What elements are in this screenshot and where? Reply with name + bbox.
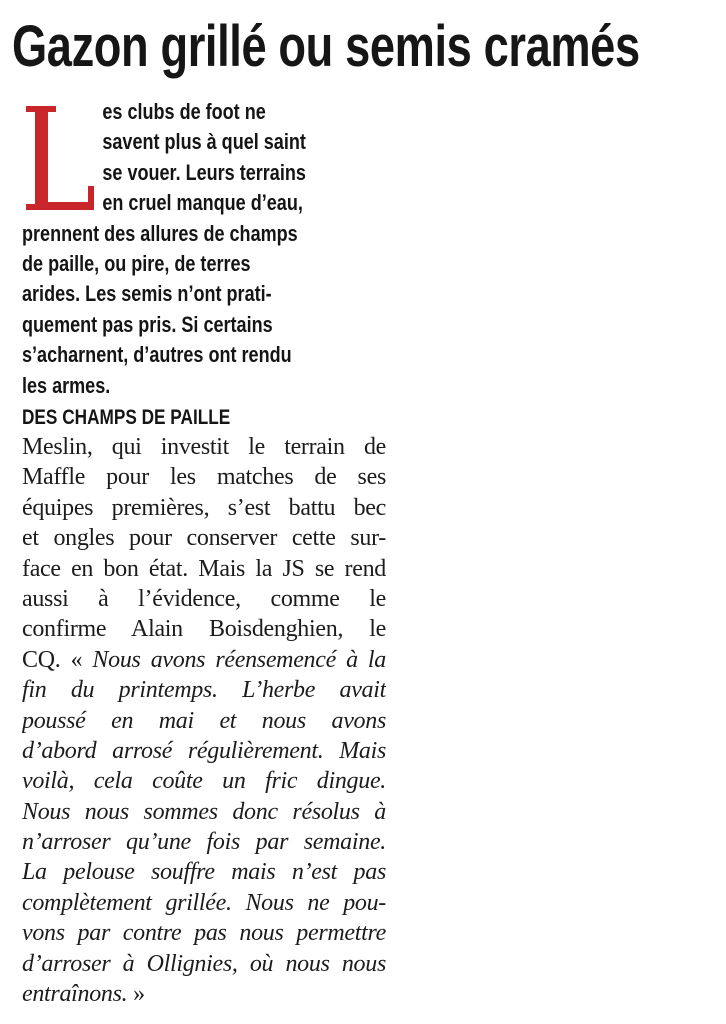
article-headline: Gazon grillé ou semis cramés — [12, 14, 640, 79]
lead-paragraph — [22, 97, 383, 401]
lead-line: quement pas pris. Si certains — [22, 311, 273, 337]
lead-line: de paille, ou pire, de terres — [22, 251, 251, 277]
lead-line: es clubs de foot ne — [102, 99, 266, 124]
quote-text: entraînons. — [22, 981, 128, 1008]
quote-line: La pelouse souffre mais n’est pas — [22, 859, 386, 886]
body-line-quote-start — [22, 645, 386, 675]
body-line: Meslin, qui investit le terrain de — [22, 434, 386, 460]
quote-line: vons par contre pas nous permettre — [22, 920, 386, 947]
body-line: Maffle pour les matches de ses — [22, 464, 386, 491]
body-line: et ongles pour conserver cette sur- — [22, 525, 386, 552]
body-line: confirme Alain Boisdenghien, le — [22, 616, 386, 643]
quote-line: fin du printemps. L’herbe avait — [22, 677, 386, 704]
body-line: face en bon état. Mais la JS se rend — [22, 555, 386, 582]
lead-line: en cruel manque d’eau, — [102, 190, 303, 216]
lead-line: prennent des allures de champs — [22, 220, 298, 246]
quote-line: n’arroser qu’une fois par semaine. — [22, 829, 386, 856]
quote-line: complètement grillée. Nous ne pou- — [22, 889, 386, 916]
quote-line: d’arroser à Ollignies, où nous nous — [22, 950, 386, 977]
quote-line: Nous nous sommes donc résolus à — [22, 798, 386, 825]
article-body — [22, 432, 386, 1009]
quote-line: poussé en mai et nous avons — [22, 707, 386, 734]
lead-line: se vouer. Leurs terrains — [102, 159, 306, 185]
body-line: équipes premières, s’est battu bec — [22, 494, 386, 521]
lead-line: s’acharnent, d’autres ont rendu — [22, 342, 292, 368]
quote-end-line — [22, 979, 386, 1009]
section-subhead: DES CHAMPS DE PAILLE — [22, 406, 231, 429]
quote-text: Nous avons réensemencé à la — [92, 646, 386, 673]
drop-cap-letter: L — [22, 104, 23, 105]
lead-line: savent plus à quel saint — [102, 129, 306, 155]
quote-intro: CQ. « — [22, 646, 93, 673]
body-line: aussi à l’évidence, comme le — [22, 585, 386, 612]
quote-close: » — [127, 981, 145, 1008]
lead-line: arides. Les semis n’ont prati- — [22, 281, 272, 307]
quote-line: voilà, cela coûte un fric dingue. — [22, 768, 386, 795]
lead-line: les armes. — [22, 372, 111, 398]
quote-line: d’abord arrosé régulièrement. Mais — [22, 737, 386, 764]
